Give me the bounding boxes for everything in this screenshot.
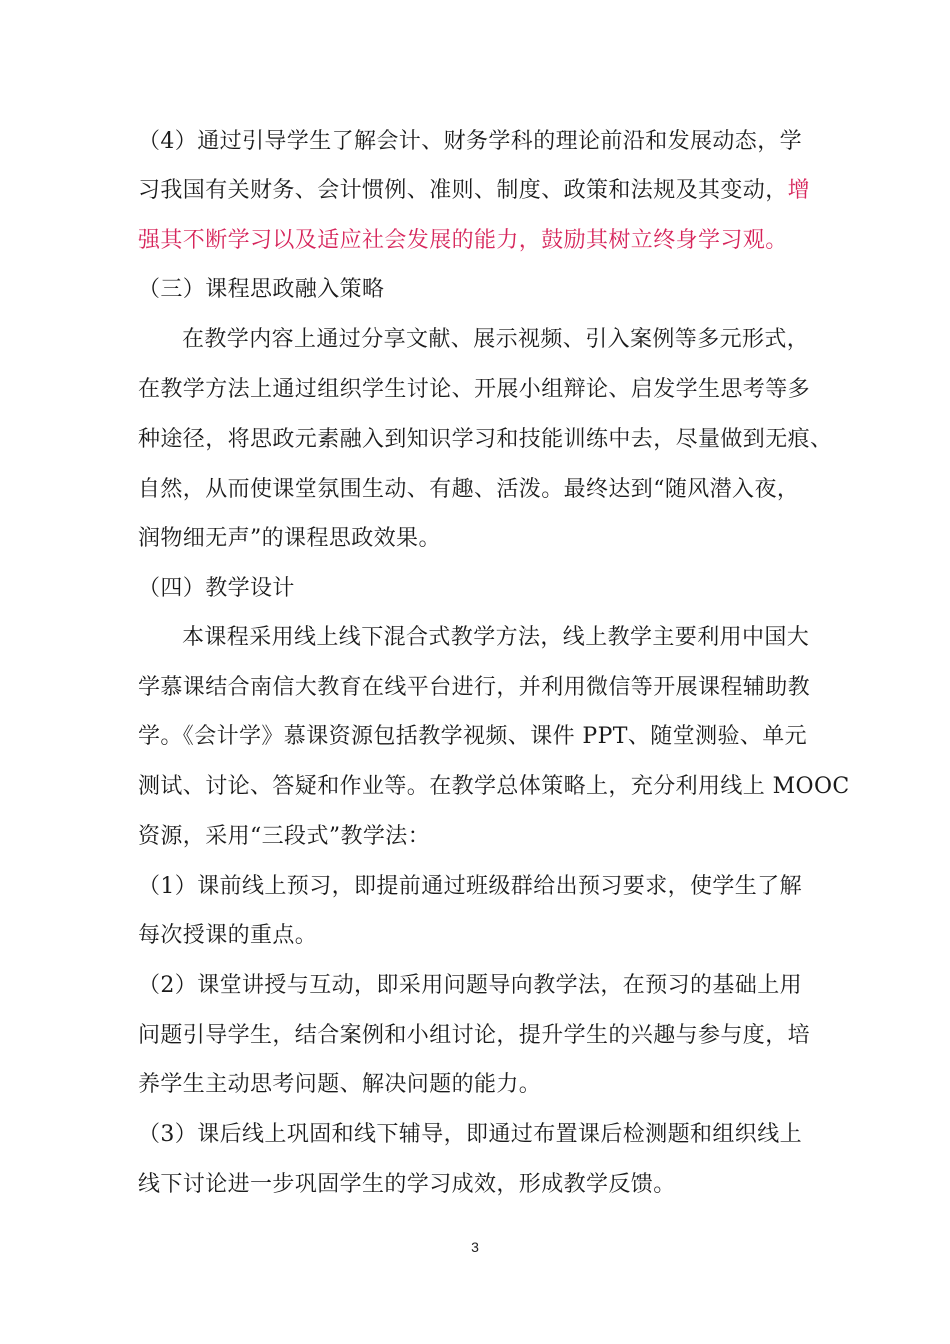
step-2-line-2: 问题引导学生，结合案例和小组讨论，提升学生的兴趣与参与度，培 [138,1023,811,1048]
step-1-line-2: 每次授课的重点。 [138,923,318,948]
strategy-line-1: 在教学内容上通过分享文献、展示视频、引入案例等多元形式， [182,327,810,352]
design-line-4: 测试、讨论、答疑和作业等。在教学总体策略上，充分利用线上 MOOC [138,774,850,799]
section-heading-4: （四）教学设计 [138,576,295,601]
strategy-line-3: 种途径，将思政元素融入到知识学习和技能训练中去，尽量做到无痕、 [138,427,833,452]
page-number: 3 [471,1239,479,1255]
design-line-1: 本课程采用线上线下混合式教学方法，线上教学主要利用中国大 [182,625,810,650]
step-3-line-1: （3）课后线上巩固和线下辅导，即通过布置课后检测题和组织线上 [138,1122,802,1147]
step-2-line-1: （2）课堂讲授与互动，即采用问题导向教学法，在预习的基础上用 [138,973,802,998]
design-line-3: 学。《会计学》慕课资源包括教学视频、课件 PPT、随堂测验、单元 [138,724,808,749]
paragraph-4-line-1: （4）通过引导学生了解会计、财务学科的理论前沿和发展动态，学 [138,129,802,154]
design-line-5: 资源，采用“三段式”教学法： [138,824,431,849]
paragraph-4-highlight-start: 增 [787,178,811,203]
paragraph-4-line-2-text: 习我国有关财务、会计惯例、准则、制度、政策和法规及其变动， [138,178,788,203]
strategy-line-2: 在教学方法上通过组织学生讨论、开展小组辩论、启发学生思考等多 [138,377,811,402]
paragraph-4-highlight: 强其不断学习以及适应社会发展的能力，鼓励其树立终身学习观。 [138,228,788,253]
step-1-line-1: （1）课前线上预习，即提前通过班级群给出预习要求，使学生了解 [138,874,802,899]
strategy-line-4: 自然，从而使课堂氛围生动、有趣、活泼。最终达到“随风潜入夜， [138,477,800,502]
step-3-line-2: 线下讨论进一步巩固学生的学习成效，形成教学反馈。 [138,1172,676,1197]
paragraph-4-line-2 [138,176,810,206]
section-heading-3: （三）课程思政融入策略 [138,277,385,302]
strategy-line-5: 润物细无声”的课程思政效果。 [138,526,441,551]
design-line-2: 学慕课结合南信大教育在线平台进行，并利用微信等开展课程辅助教 [138,675,811,700]
step-2-line-3: 养学生主动思考问题、解决问题的能力。 [138,1072,542,1097]
